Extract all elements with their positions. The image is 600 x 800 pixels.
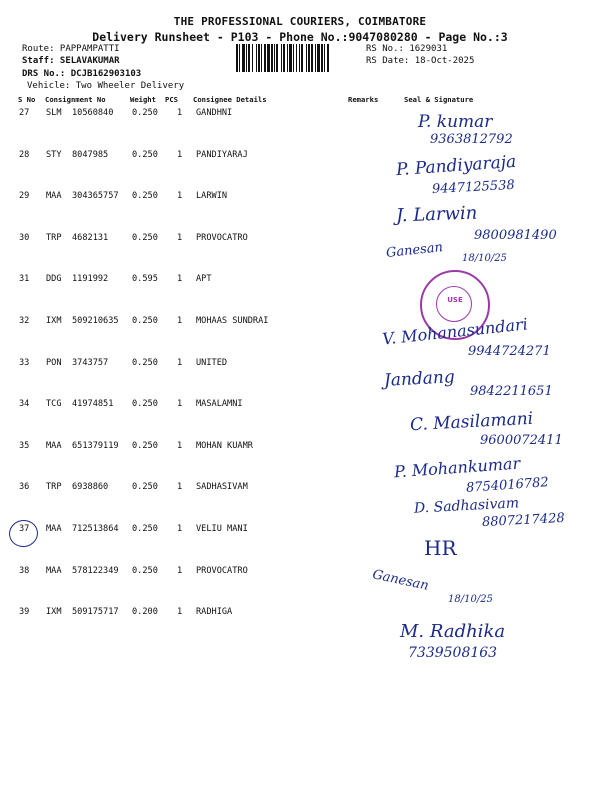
row-pcs: 1 (177, 274, 183, 284)
barcode-bar (246, 44, 247, 72)
row-consignee-name: GANDHNI (196, 108, 233, 118)
row-weight: 0.200 (132, 607, 158, 617)
column-header-sno: S No (18, 95, 36, 104)
company-title: THE PROFESSIONAL COURIERS, COIMBATORE (173, 15, 427, 28)
row-consignment-number: 41974851 (72, 399, 114, 409)
barcode-bar (252, 44, 253, 72)
row-sno: 28 (19, 150, 30, 160)
barcode-bar (315, 44, 316, 72)
row-consignment-number: 10560840 (72, 108, 114, 118)
row-consignee-name: MOHAN KUAMR (196, 441, 253, 451)
phone-29: 9800981490 (474, 228, 557, 243)
row-consignee-name: PROVOCATRO (196, 566, 248, 576)
signature-32: V. Mohanasundari (381, 314, 529, 349)
row-consignee-name: PANDIYARAJ (196, 150, 248, 160)
barcode-bar (236, 44, 238, 72)
barcode-bar (296, 44, 297, 72)
row-sno: 27 (19, 108, 30, 118)
row-sno: 38 (19, 566, 30, 576)
barcode-bar (239, 44, 240, 72)
phone-32: 9944724271 (468, 344, 551, 359)
vehicle-label: Vehicle: Two Wheeler Delivery (27, 81, 185, 91)
row-sno: 32 (19, 316, 30, 326)
rs-no-label: RS No.: 1629031 (366, 44, 448, 54)
row-sno: 29 (19, 191, 30, 201)
row-code: SLM (46, 108, 62, 118)
signature-37: HR (424, 536, 457, 560)
barcode-bar (327, 44, 329, 72)
barcode-bar (289, 44, 292, 72)
signature-28: P. Pandiyaraja (395, 151, 517, 181)
barcode-bar (301, 44, 303, 72)
signature-30: Ganesan (385, 240, 444, 261)
row-code: IXM (46, 607, 62, 617)
row-pcs: 1 (177, 358, 183, 368)
barcode-image (236, 44, 362, 72)
row-pcs: 1 (177, 108, 183, 118)
row-sno: 33 (19, 358, 30, 368)
row-pcs: 1 (177, 399, 183, 409)
barcode-bar (242, 44, 245, 72)
phone-33: 9842211651 (470, 384, 553, 399)
row-weight: 0.250 (132, 150, 158, 160)
signature-27: P. kumar (418, 112, 493, 132)
barcode-bar (264, 44, 266, 72)
signature-35: P. Mohankumar (393, 453, 521, 482)
barcode-bar (271, 44, 273, 72)
row-sno: 34 (19, 399, 30, 409)
row-consignment-number: 578122349 (72, 566, 119, 576)
row-consignee-name: MASALAMNI (196, 399, 243, 409)
barcode-bar (267, 44, 270, 72)
row-consignee-name: APT (196, 274, 212, 284)
date-30: 18/10/25 (462, 253, 507, 264)
runsheet-title: Delivery Runsheet - P103 - Phone No.:9047080280 - Page No.:3 (92, 30, 508, 44)
route-label: Route: PAPPAMPATTI (22, 44, 120, 54)
row-consignee-name: VELIU MANI (196, 524, 248, 534)
barcode-bar (258, 44, 260, 72)
date-38: 18/10/25 (448, 594, 493, 605)
row-weight: 0.250 (132, 233, 158, 243)
column-header-consignee: Consignee Details (193, 95, 267, 104)
row-pcs: 1 (177, 150, 183, 160)
column-header-seal: Seal & Signature (404, 95, 474, 104)
row-sno: 35 (19, 441, 30, 451)
barcode-bar (308, 44, 310, 72)
barcode-bar (324, 44, 325, 72)
row-code: STY (46, 150, 62, 160)
phone-28: 9447125538 (431, 177, 516, 198)
row-code: MAA (46, 524, 62, 534)
row-pcs: 1 (177, 524, 183, 534)
row-pcs: 1 (177, 482, 183, 492)
phone-27: 9363812792 (430, 132, 513, 147)
row-code: TRP (46, 482, 62, 492)
row-consignment-number: 8047985 (72, 150, 109, 160)
barcode-bar (317, 44, 320, 72)
barcode-bar (274, 44, 275, 72)
signature-29: J. Larwin (395, 202, 478, 227)
row-pcs: 1 (177, 316, 183, 326)
barcode-bar (311, 44, 313, 72)
row-weight: 0.250 (132, 482, 158, 492)
row-consignee-name: LARWIN (196, 191, 228, 201)
barcode-bar (256, 44, 257, 72)
rs-date-label: RS Date: 18-Oct-2025 (366, 56, 475, 66)
signature-36: D. Sadhasivam (413, 495, 520, 517)
row-consignee-name: UNITED (196, 358, 228, 368)
delivery-stamp: USE (420, 270, 490, 340)
row-code: TRP (46, 233, 62, 243)
staff-label: Staff: SELAVAKUMAR (22, 56, 120, 66)
row-consignment-number: 509210635 (72, 316, 119, 326)
barcode-bar (293, 44, 294, 72)
row-weight: 0.250 (132, 524, 158, 534)
phone-35: 8754016782 (465, 475, 550, 496)
phone-36: 8807217428 (481, 510, 566, 531)
row-weight: 0.250 (132, 566, 158, 576)
row-pcs: 1 (177, 233, 183, 243)
row-consignment-number: 6938860 (72, 482, 109, 492)
barcode-bar (276, 44, 278, 72)
row-consignee-name: RADHIGA (196, 607, 233, 617)
signature-38: Ganesan (371, 567, 430, 594)
row-code: DDG (46, 274, 62, 284)
barcode-bar (287, 44, 288, 72)
row-consignment-number: 509175717 (72, 607, 119, 617)
row-consignment-number: 304365757 (72, 191, 119, 201)
phone-34: 9600072411 (480, 433, 563, 448)
row-consignment-number: 4682131 (72, 233, 109, 243)
row-weight: 0.250 (132, 108, 158, 118)
row-weight: 0.250 (132, 316, 158, 326)
barcode-bar (248, 44, 250, 72)
column-header-weight: Weight (130, 95, 156, 104)
row-sno: 39 (19, 607, 30, 617)
column-header-remarks: Remarks (348, 95, 379, 104)
row-code: TCG (46, 399, 62, 409)
barcode-bar (321, 44, 323, 72)
row-code: MAA (46, 566, 62, 576)
row-pcs: 1 (177, 441, 183, 451)
drs-label: DRS No.: DCJB162903103 (22, 69, 142, 79)
row-code: IXM (46, 316, 62, 326)
barcode-bar (306, 44, 307, 72)
barcode-bar (283, 44, 285, 72)
row-sno: 30 (19, 233, 30, 243)
row-37-circle-mark (7, 518, 39, 549)
row-consignment-number: 3743757 (72, 358, 109, 368)
row-weight: 0.250 (132, 358, 158, 368)
barcode-bar (261, 44, 262, 72)
row-sno: 31 (19, 274, 30, 284)
row-weight: 0.250 (132, 441, 158, 451)
signature-39: M. Radhika (400, 621, 506, 642)
row-consignment-number: 1191992 (72, 274, 109, 284)
row-weight: 0.250 (132, 191, 158, 201)
phone-39: 7339508163 (408, 645, 498, 661)
signature-33: Jandang (383, 367, 456, 391)
row-consignee-name: PROVOCATRO (196, 233, 248, 243)
row-consignment-number: 651379119 (72, 441, 119, 451)
row-consignee-name: MOHAAS SUNDRAI (196, 316, 269, 326)
barcode-bar (299, 44, 300, 72)
column-header-consignment: Consignment No (45, 95, 106, 104)
column-header-pcs: PCS (165, 95, 178, 104)
row-pcs: 1 (177, 607, 183, 617)
row-consignee-name: SADHASIVAM (196, 482, 248, 492)
row-code: PON (46, 358, 62, 368)
row-weight: 0.250 (132, 399, 158, 409)
row-sno: 37 (19, 524, 30, 534)
row-pcs: 1 (177, 191, 183, 201)
signature-34: C. Masilamani (409, 408, 534, 436)
row-weight: 0.595 (132, 274, 158, 284)
row-code: MAA (46, 191, 62, 201)
row-pcs: 1 (177, 566, 183, 576)
barcode-bar (281, 44, 282, 72)
row-consignment-number: 712513864 (72, 524, 119, 534)
row-sno: 36 (19, 482, 30, 492)
row-code: MAA (46, 441, 62, 451)
